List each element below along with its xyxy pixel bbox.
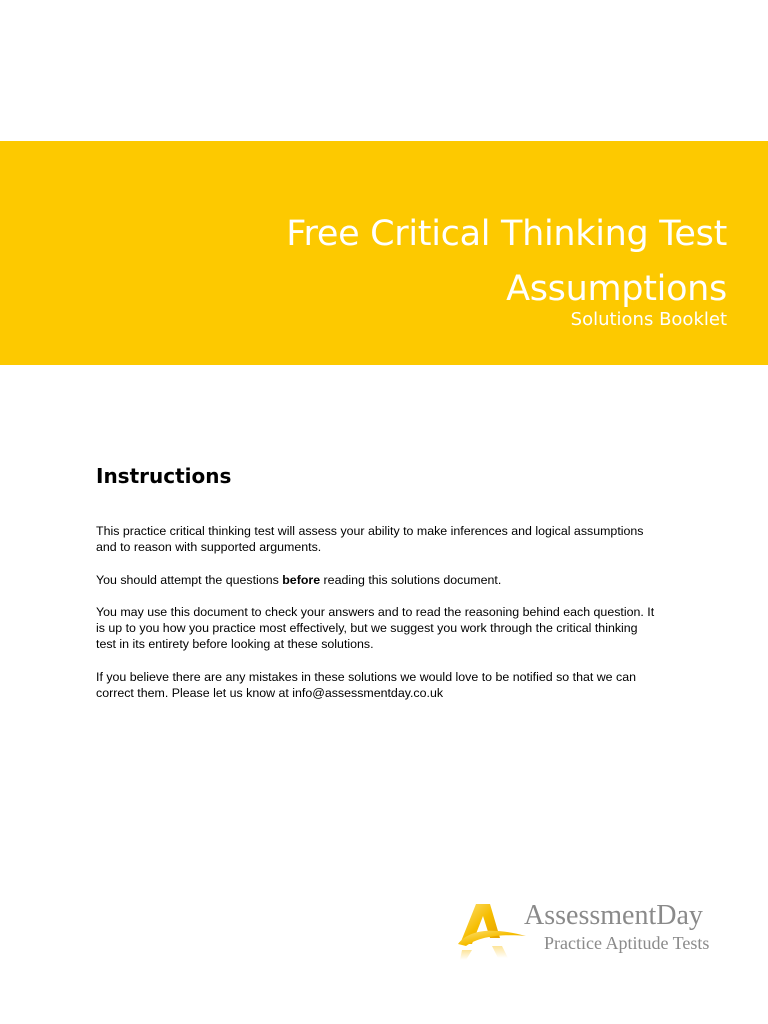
document-title-line-2: Assumptions	[506, 269, 727, 309]
instructions-paragraph-2	[96, 572, 656, 588]
title-banner	[0, 141, 768, 365]
instructions-paragraph-2-start: You should attempt the questions	[96, 572, 283, 587]
logo-tagline: Practice Aptitude Tests	[544, 933, 710, 953]
instructions-paragraph-3: You may use this document to check your answers and to read the reasoning behind each question. It is up to you how you practice most effectively, but we suggest you work through the critical thinking test in its entirety before looking at these solutions.	[96, 604, 655, 652]
assessmentday-logo	[456, 898, 746, 968]
document-title-line-1: Free Critical Thinking Test	[286, 214, 727, 254]
instructions-bold-before: before	[282, 572, 321, 587]
instructions-body	[96, 523, 656, 717]
assessmentday-a-logo-icon	[456, 898, 528, 964]
instructions-paragraph-2-end: reading this solutions document.	[320, 572, 502, 587]
instructions-paragraph-4: If you believe there are any mistakes in these solutions we would love to be notified so that we can correct them. Please let us know at info@assessmentday.co.uk	[96, 669, 636, 701]
logo-wordmark: AssessmentDay	[524, 900, 703, 931]
document-title	[286, 207, 727, 317]
instructions-paragraph-1: This practice critical thinking test will assess your ability to make inferences and logical assumptions and to reason with supported arguments.	[96, 524, 644, 555]
instructions-heading: Instructions	[96, 464, 232, 488]
document-subtitle: Solutions Booklet	[570, 309, 727, 330]
